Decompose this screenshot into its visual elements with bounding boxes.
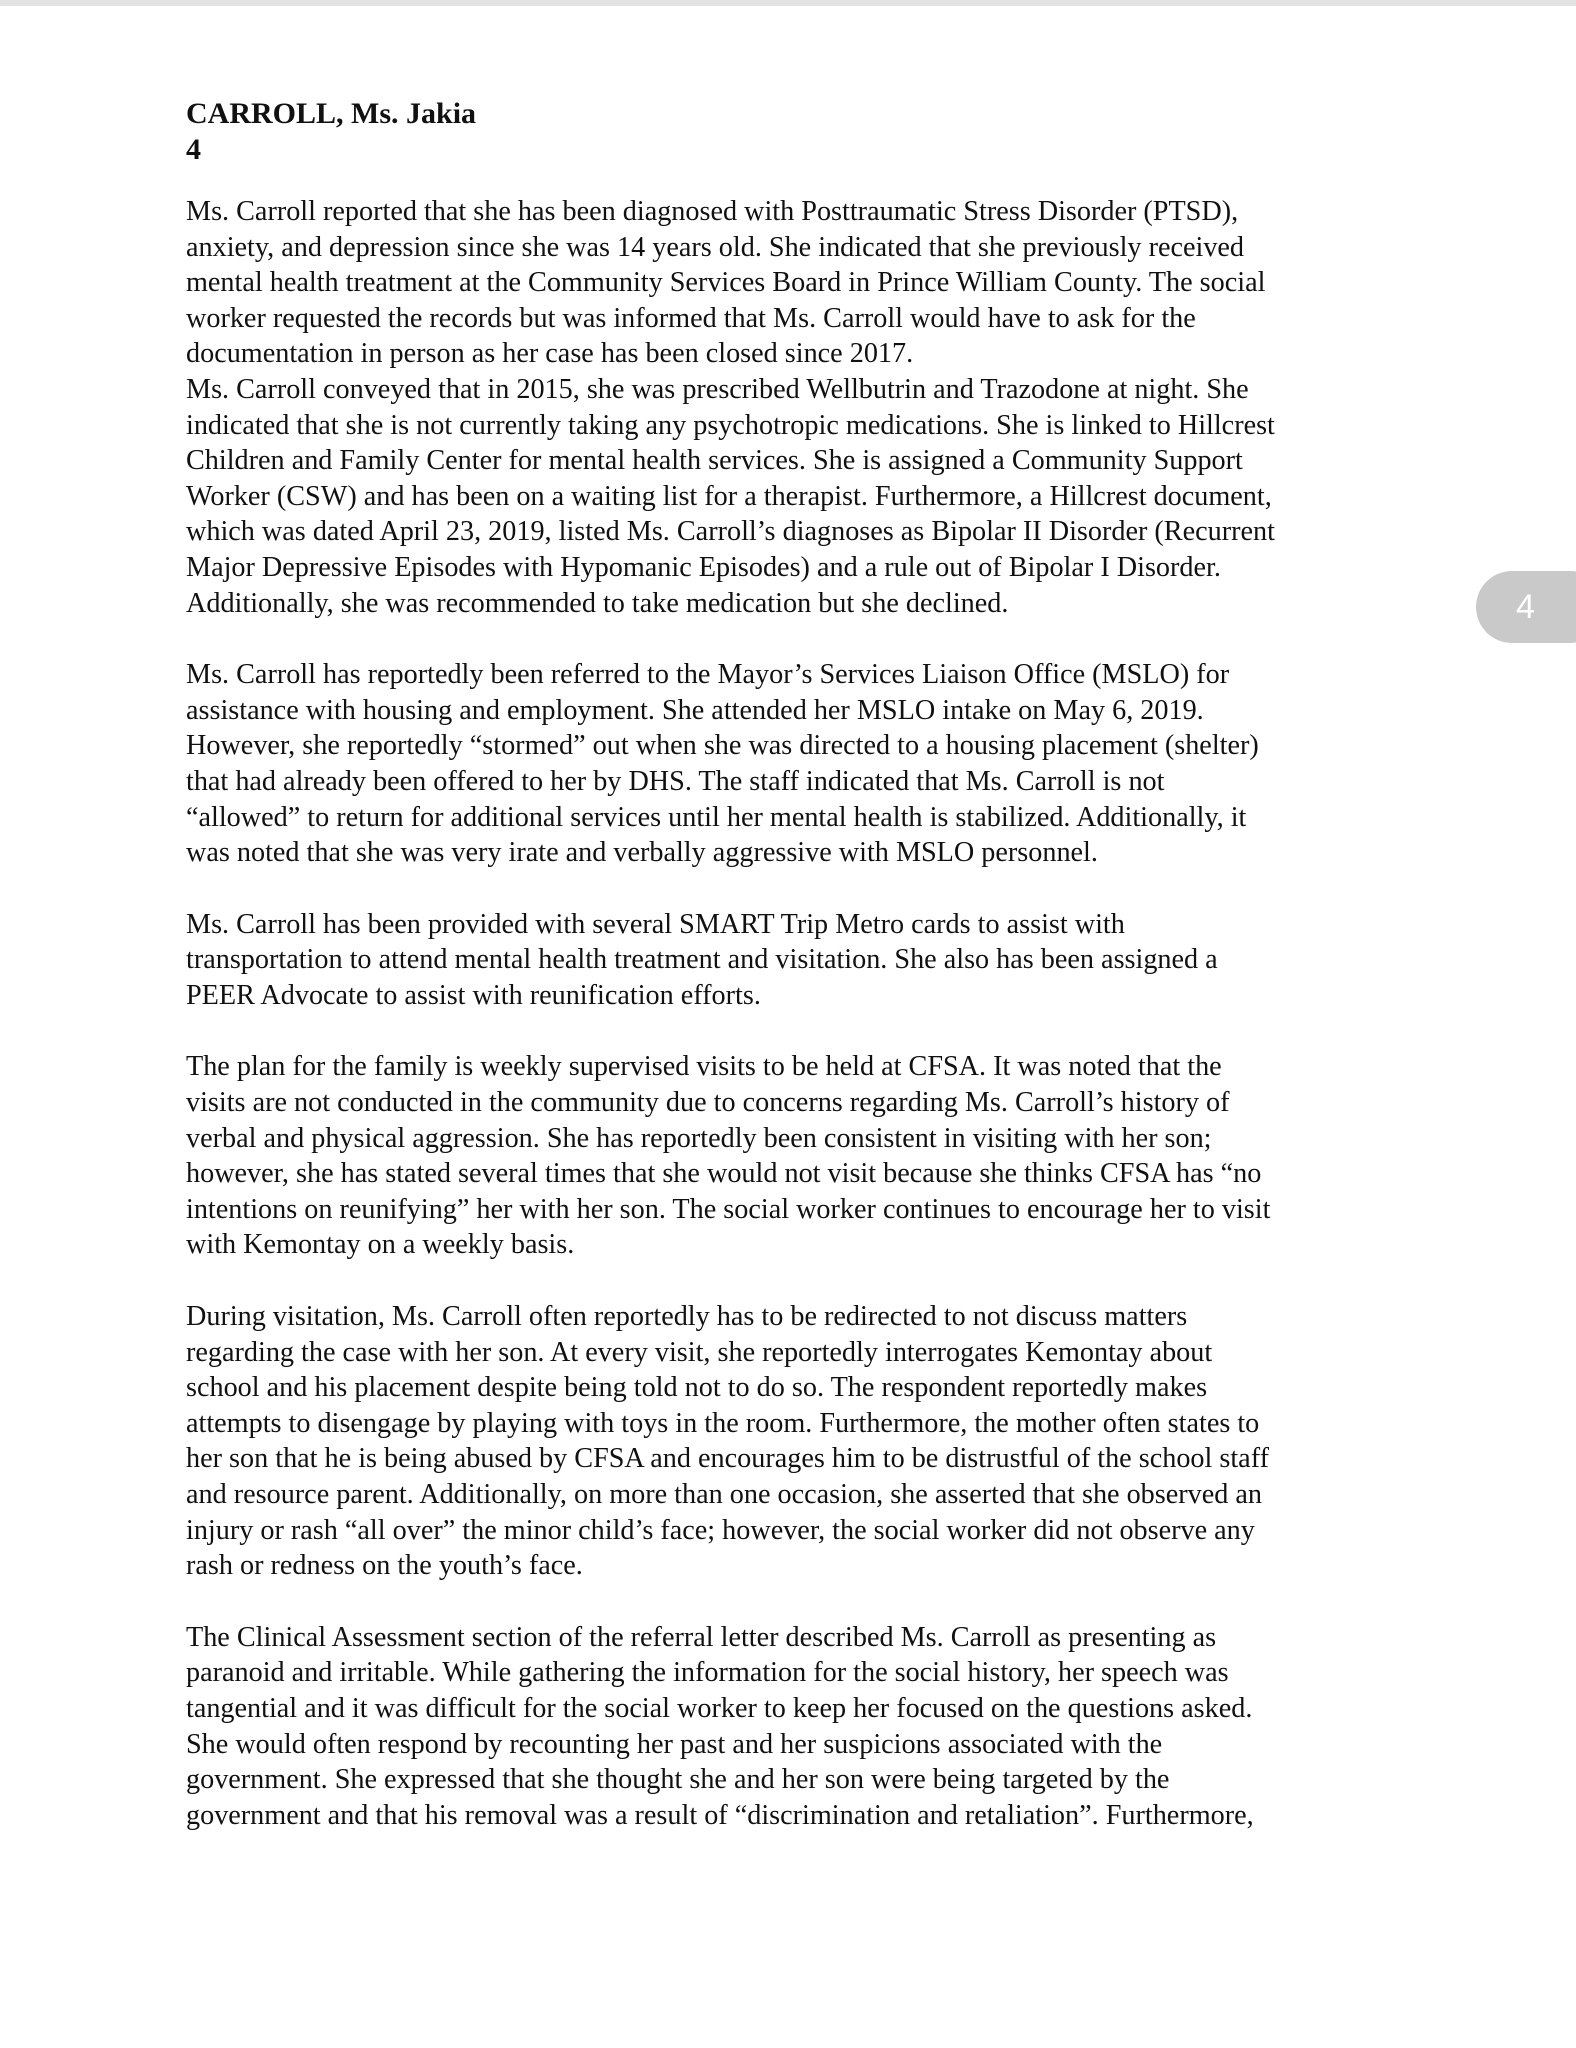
paragraph-3 <box>186 657 1416 871</box>
paragraph-1 <box>186 194 1416 372</box>
paragraph-spacer <box>186 1263 1416 1299</box>
text-line: The Clinical Assessment section of the referral letter described Ms. Carroll as presenting as <box>186 1621 1217 1653</box>
text-line: Additionally, she was recommended to take medication but she declined. <box>186 587 1009 619</box>
text-line: government and that his removal was a result of “discrimination and retaliation”. Furthermore, <box>186 1799 1254 1831</box>
paragraph-spacer <box>186 1013 1416 1049</box>
text-line: was noted that she was very irate and verbally aggressive with MSLO personnel. <box>186 837 1098 869</box>
paragraph-7 <box>186 1620 1416 1834</box>
text-line: She would often respond by recounting her past and her suspicions associated with the <box>186 1728 1163 1760</box>
text-line: Ms. Carroll conveyed that in 2015, she was prescribed Wellbutrin and Trazodone at night. She <box>186 373 1249 405</box>
paragraph-spacer <box>186 1584 1416 1620</box>
paragraph-4 <box>186 907 1416 1014</box>
paragraph-spacer <box>186 621 1416 657</box>
text-line: tangential and it was difficult for the social worker to keep her focused on the questions asked. <box>186 1692 1253 1724</box>
text-line: government. She expressed that she thought she and her son were being targeted by the <box>186 1764 1170 1796</box>
document-header-name: CARROLL, Ms. Jakia <box>186 97 477 130</box>
text-line: The plan for the family is weekly supervised visits to be held at CFSA. It was noted that the <box>186 1051 1222 1083</box>
text-line: Children and Family Center for mental health services. She is assigned a Community Support <box>186 445 1243 477</box>
text-line: injury or rash “all over” the minor child’s face; however, the social worker did not observe any <box>186 1514 1255 1546</box>
paragraph-spacer <box>186 871 1416 907</box>
paragraph-2 <box>186 372 1416 621</box>
text-line: visits are not conducted in the community due to concerns regarding Ms. Carroll’s history of <box>186 1087 1230 1119</box>
paragraph-5 <box>186 1049 1416 1263</box>
text-line: PEER Advocate to assist with reunification efforts. <box>186 979 761 1011</box>
viewer-top-edge <box>0 0 1576 6</box>
text-line: paranoid and irritable. While gathering the information for the social history, her speech was <box>186 1657 1229 1689</box>
document-page <box>186 96 1416 1833</box>
text-line: anxiety, and depression since she was 14 years old. She indicated that she previously received <box>186 231 1245 263</box>
text-line: regarding the case with her son. At every visit, she reportedly interrogates Kemontay about <box>186 1336 1213 1368</box>
text-line: her son that he is being abused by CFSA and encourages him to be distrustful of the school staff <box>186 1443 1269 1475</box>
text-line: documentation in person as her case has been closed since 2017. <box>186 338 914 370</box>
document-header-page-number: 4 <box>186 133 201 166</box>
text-line: that had already been offered to her by DHS. The staff indicated that Ms. Carroll is not <box>186 765 1165 797</box>
text-line: intentions on reunifying” her with her son. The social worker continues to encourage her to visit <box>186 1193 1271 1225</box>
text-line: However, she reportedly “stormed” out when she was directed to a housing placement (shelter) <box>186 730 1259 762</box>
text-line: verbal and physical aggression. She has reportedly been consistent in visiting with her son; <box>186 1122 1212 1154</box>
text-line: with Kemontay on a weekly basis. <box>186 1229 575 1261</box>
text-line: indicated that she is not currently taking any psychotropic medications. She is linked to Hillcrest <box>186 409 1275 441</box>
text-line: Worker (CSW) and has been on a waiting list for a therapist. Furthermore, a Hillcrest document, <box>186 480 1272 512</box>
text-line: “allowed” to return for additional services until her mental health is stabilized. Additionally, it <box>186 801 1247 833</box>
text-line: Ms. Carroll has reportedly been referred to the Mayor’s Services Liaison Office (MSLO) for <box>186 659 1230 691</box>
text-line: and resource parent. Additionally, on more than one occasion, she asserted that she observed an <box>186 1479 1262 1510</box>
text-line: transportation to attend mental health treatment and visitation. She also has been assigned a <box>186 944 1218 976</box>
text-line: During visitation, Ms. Carroll often reportedly has to be redirected to not discuss matters <box>186 1301 1188 1333</box>
page-indicator-badge[interactable]: 4 <box>1476 571 1576 643</box>
paragraph-6 <box>186 1299 1416 1584</box>
text-line: Ms. Carroll has been provided with several SMART Trip Metro cards to assist with <box>186 908 1125 940</box>
text-line: assistance with housing and employment. She attended her MSLO intake on May 6, 2019. <box>186 694 1204 726</box>
text-line: attempts to disengage by playing with toys in the room. Furthermore, the mother often states to <box>186 1407 1260 1439</box>
text-line: Ms. Carroll reported that she has been diagnosed with Posttraumatic Stress Disorder (PTSD), <box>186 196 1239 227</box>
text-line: which was dated April 23, 2019, listed Ms. Carroll’s diagnoses as Bipolar II Disorder (Recurrent <box>186 516 1275 548</box>
text-line: mental health treatment at the Community Services Board in Prince William County. The social <box>186 267 1266 299</box>
text-line: rash or redness on the youth’s face. <box>186 1550 583 1582</box>
text-line: however, she has stated several times that she would not visit because she thinks CFSA has “no <box>186 1158 1262 1190</box>
text-line: school and his placement despite being told not to do so. The respondent reportedly makes <box>186 1372 1208 1404</box>
text-line: Major Depressive Episodes with Hypomanic Episodes) and a rule out of Bipolar I Disorder. <box>186 551 1221 583</box>
text-line: worker requested the records but was informed that Ms. Carroll would have to ask for the <box>186 302 1196 334</box>
